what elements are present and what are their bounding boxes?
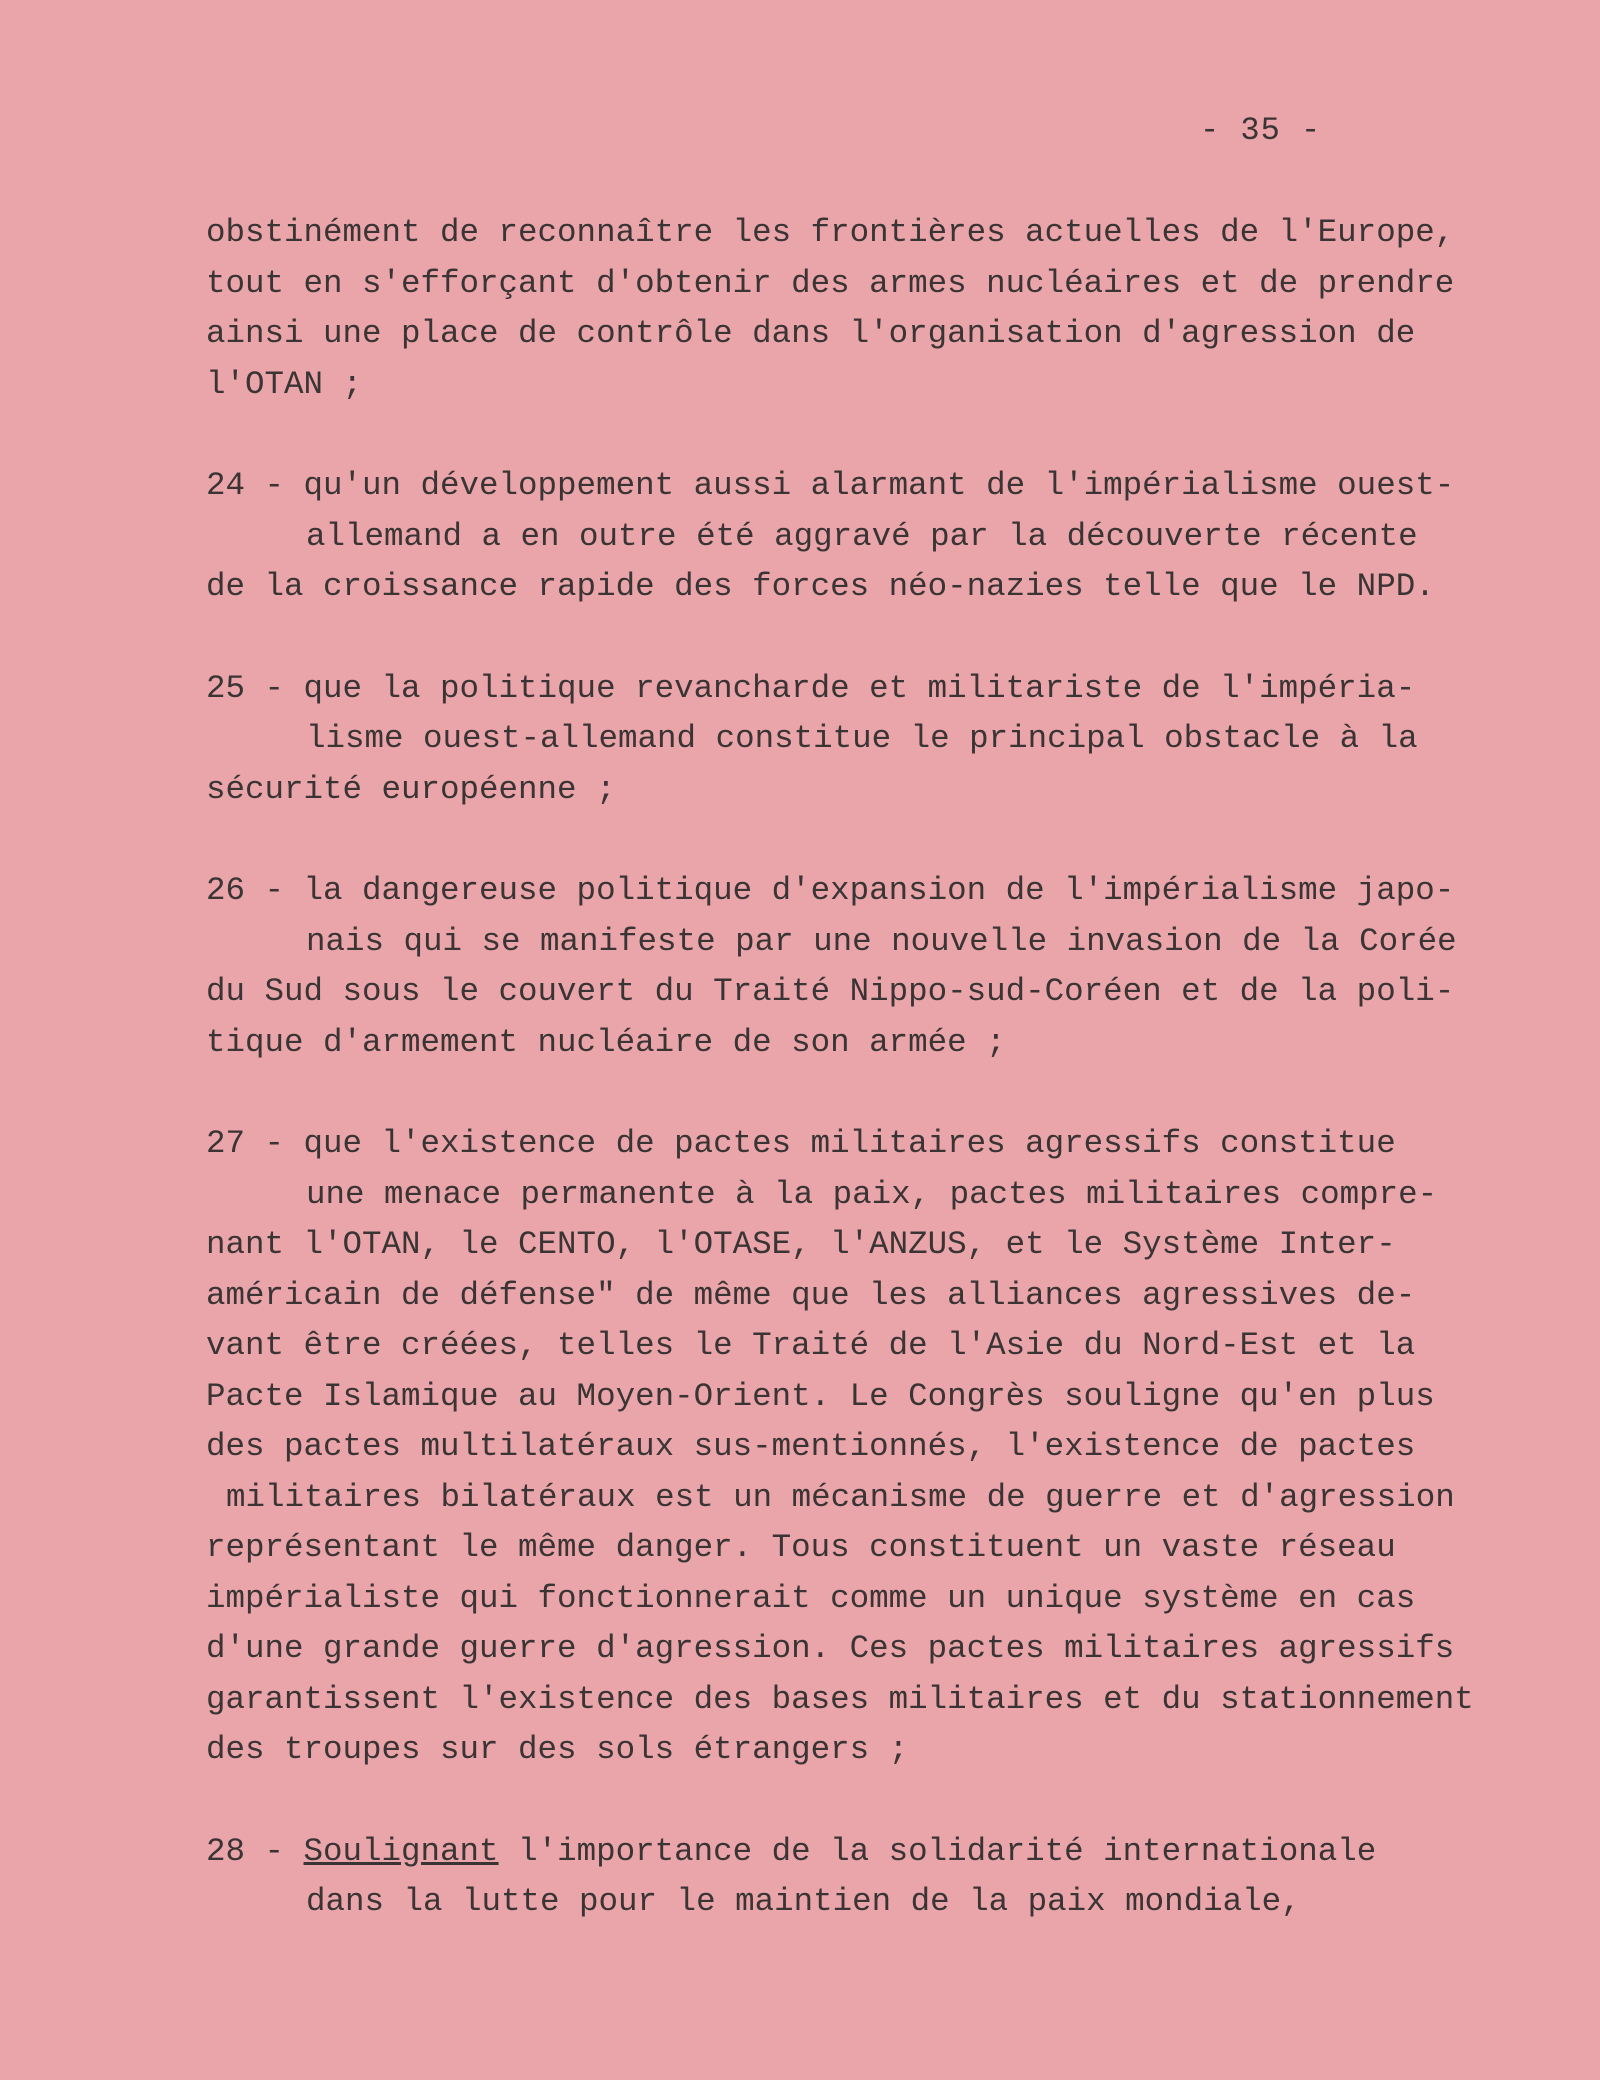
paragraph-continuation (206, 208, 1506, 410)
text-line: des pactes multilatéraux sus-mentionnés, l'existence de pactes (206, 1428, 1416, 1465)
text-line: l'OTAN ; (206, 365, 363, 403)
text-line: impérialiste qui fonctionnerait comme un unique système en cas (206, 1579, 1416, 1617)
text-line: vant être créées, telles le Traité de l'Asie du Nord-Est et la (206, 1327, 1416, 1364)
text-line: 27 - que l'existence de pactes militaires agressifs constitue (206, 1125, 1396, 1162)
text-line: allemand a en outre été aggravé par la découverte récente (306, 517, 1418, 555)
text-line: sécurité européenne ; (206, 770, 616, 808)
underlined-word: Soulignant (303, 1832, 499, 1870)
text-line: d'une grande guerre d'agression. Ces pactes militaires agressifs (206, 1630, 1455, 1667)
text-line: nant l'OTAN, le CENTO, l'OTASE, l'ANZUS, et le Système Inter- (206, 1226, 1396, 1263)
text-line: ainsi une place de contrôle dans l'organisation d'agression de (206, 315, 1416, 352)
text-line: militaires bilatéraux est un mécanisme de guerre et d'agression (226, 1478, 1455, 1516)
text-line: américain de défense" de même que les alliances agressives de- (206, 1276, 1416, 1314)
line-rest: l'importance de la solidarité internationale (498, 1832, 1377, 1870)
text-line: représentant le même danger. Tous constituent un vaste réseau (206, 1529, 1396, 1566)
text-line (206, 1827, 1506, 1878)
paragraph-24 (206, 461, 1506, 613)
text-line: dans la lutte pour le maintien de la paix mondiale, (306, 1883, 1301, 1920)
item-number: 28 - (206, 1832, 304, 1870)
page-number: - 35 - (1200, 112, 1322, 149)
document-body (206, 208, 1506, 1979)
text-line: obstinément de reconnaître les frontières actuelles de l'Europe, (206, 214, 1455, 251)
text-line: des troupes sur des sols étrangers ; (206, 1731, 909, 1768)
text-line: de la croissance rapide des forces néo-nazies telle que le NPD. (206, 568, 1435, 605)
text-line: 26 - la dangereuse politique d'expansion de l'impérialisme japo- (206, 872, 1455, 909)
text-line: une menace permanente à la paix, pactes militaires compre- (306, 1175, 1438, 1213)
text-line: 25 - que la politique revancharde et militariste de l'impéria- (206, 669, 1416, 707)
text-line: Pacte Islamique au Moyen-Orient. Le Congrès souligne qu'en plus (206, 1377, 1435, 1415)
text-line: lisme ouest-allemand constitue le principal obstacle à la (306, 720, 1418, 757)
text-line: nais qui se manifeste par une nouvelle invasion de la Corée (306, 922, 1457, 960)
paragraph-27 (206, 1119, 1506, 1776)
text-line: garantissent l'existence des bases militaires et du stationnement (206, 1680, 1474, 1718)
paragraph-25 (206, 664, 1506, 816)
text-line: tout en s'efforçant d'obtenir des armes nucléaires et de prendre (206, 264, 1455, 302)
text-line: du Sud sous le couvert du Traité Nippo-sud-Coréen et de la poli- (206, 973, 1455, 1010)
paragraph-26 (206, 866, 1506, 1068)
text-line: tique d'armement nucléaire de son armée ; (206, 1023, 1006, 1061)
text-line: 24 - qu'un développement aussi alarmant de l'impérialisme ouest- (206, 467, 1455, 504)
paragraph-28 (206, 1827, 1506, 1928)
